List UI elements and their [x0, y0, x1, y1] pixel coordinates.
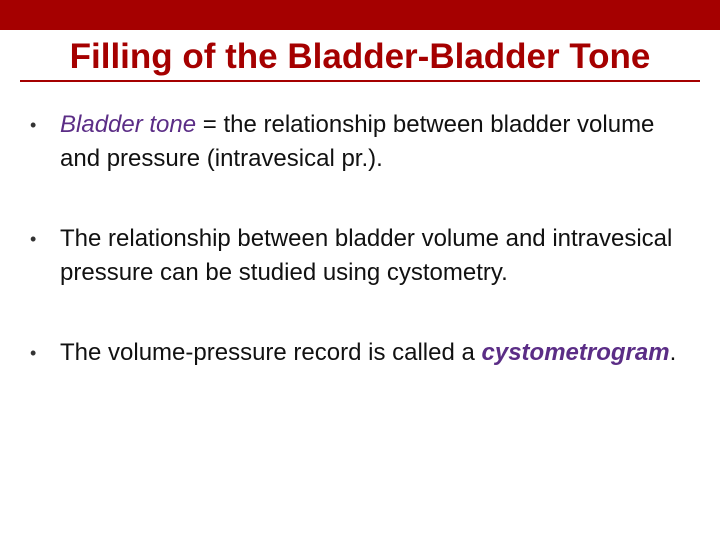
- bullet-marker: •: [30, 229, 37, 249]
- bullet-marker: •: [30, 343, 37, 363]
- bullet-cystometrogram: [30, 336, 690, 370]
- bullet-cystometry: [30, 222, 690, 290]
- title-divider: [20, 80, 700, 82]
- bullet-marker: •: [30, 115, 37, 135]
- term-bladder-tone: Bladder tone: [60, 111, 197, 138]
- bullet-text: = the relationship between bladder volume and pressure (intravesical pr.).: [60, 111, 655, 172]
- term-cystometrogram: cystometrogram: [481, 339, 670, 366]
- bullet-text-after: .: [669, 339, 677, 366]
- bullet-list: [30, 108, 690, 370]
- bullet-bladder-tone: [30, 108, 690, 176]
- bullet-text: The relationship between bladder volume and intravesical pressure can be studied using cystometry.: [60, 225, 673, 286]
- top-banner: [0, 0, 720, 30]
- slide-title: Filling of the Bladder-Bladder Tone: [69, 37, 651, 76]
- bullet-text-before: The volume-pressure record is called a: [60, 339, 482, 366]
